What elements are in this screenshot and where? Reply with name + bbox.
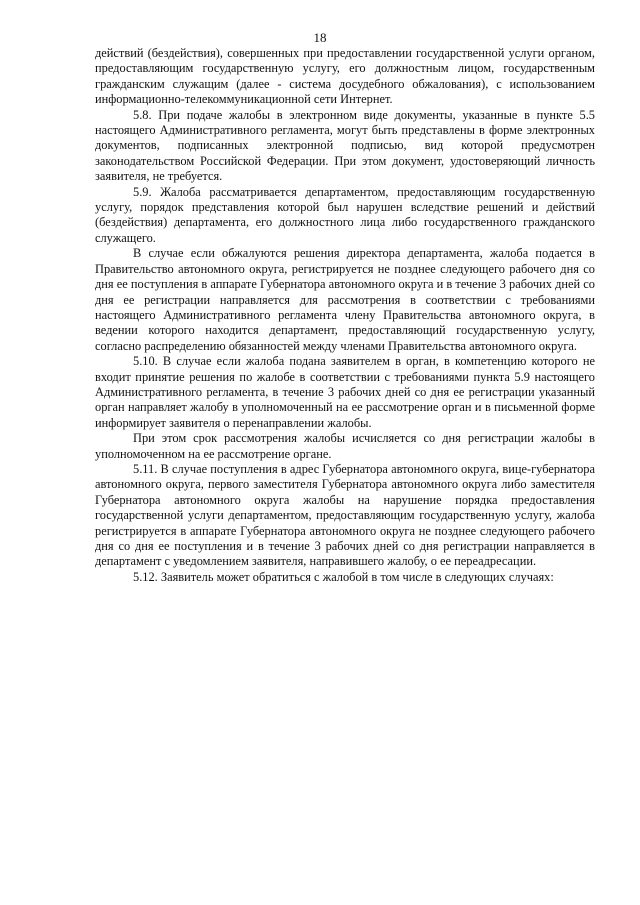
paragraph-director-complaint: В случае если обжалуются решения директора департамента, жалоба подается в Правительство автономного округа, регистрируется не позднее следующего рабочего дня со дня ее поступления в аппарате Губернатора автономного округа и в течение 3 рабочих дней со дня ее регистрации направляется для рассмотрения в соответствии с требованиями настоящего Административного регламента члену Правительства автономного округа, в ведении которого находится департамент, предоставляющий государственную услугу, согласно распределению обязанностей между членами Правительства автономного округа. [95,246,595,353]
document-body [95,46,595,585]
paragraph-5-8: 5.8. При подаче жалобы в электронном виде документы, указанные в пункте 5.5 настоящего Административного регламента, могут быть представлены в форме электронных документов, подписанных электронной подписью, вид которой предусмотрен законодательством Российской Федерации. При этом документ, удостоверяющий личность заявителя, не требуется. [95,107,595,184]
paragraph-5-10: 5.10. В случае если жалоба подана заявителем в орган, в компетенцию которого не входит принятие решения по жалобе в соответствии с требованиями пункта 5.9 настоящего Административного регламента, в течение 3 рабочих дней со дня ее регистрации указанный орган направляет жалобу в уполномоченный на ее рассмотрение орган и в письменной форме информирует заявителя о перенаправлении жалобы. [95,354,595,430]
paragraph-continuation: действий (бездействия), совершенных при предоставлении государственной услуги органом, предоставляющим государственную услугу, его должностным лицом, государственным гражданским служащим (далее - система досудебного обжалования), с использованием информационно-телекоммуникационной сети Интернет. [95,46,595,107]
paragraph-review-period: При этом срок рассмотрения жалобы исчисляется со дня регистрации жалобы в уполномоченном на ее рассмотрение органе. [95,431,595,461]
paragraph-5-11: 5.11. В случае поступления в адрес Губернатора автономного округа, вице-губернатора автономного округа, первого заместителя Губернатора автономного округа либо заместителя Губернатора автономного округа жалобы на нарушение порядка предоставления государственной услуги департаментом, предоставляющим государственную услугу, жалоба регистрируется в аппарате Губернатора автономного округа не позднее следующего рабочего дня со дня ее поступления и в течение 3 рабочих дней со дня регистрации направляется в департамент с уведомлением заявителя, направившего жалобу, о ее переадресации. [95,461,595,569]
paragraph-5-9: 5.9. Жалоба рассматривается департаментом, предоставляющим государственную услугу, порядок представления которой был нарушен вследствие решений и действий (бездействия) департамента, его должностного лица либо государственного гражданского служащего. [95,184,595,245]
paragraph-5-12: 5.12. Заявитель может обратиться с жалобой в том числе в следующих случаях: [133,569,554,584]
page-number: 18 [313,30,327,45]
